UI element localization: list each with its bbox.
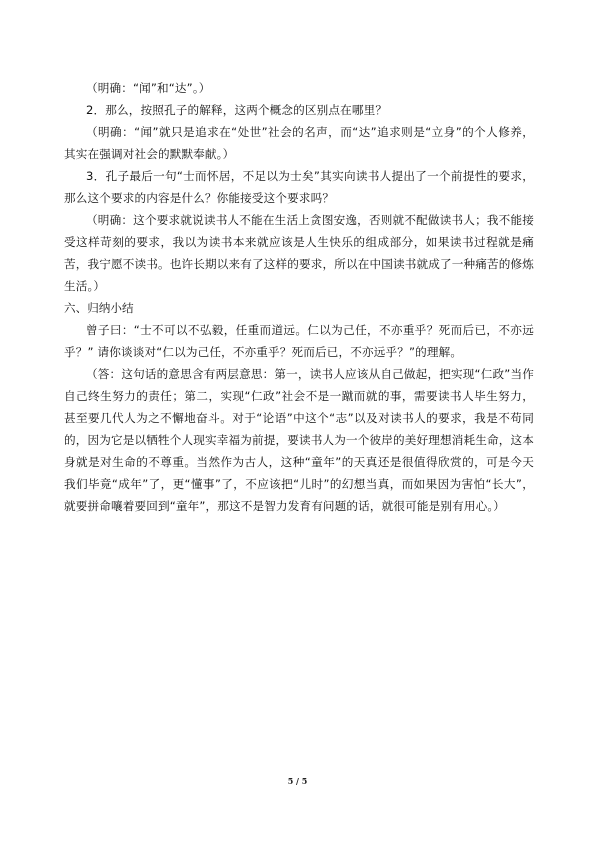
paragraph-answer-3: （明确：这个要求就说读书人不能在生活上贪图安逸，否则就不配做读书人；我不能接受这样苛刻的要求，我以为读书本来就应该是人生快乐的组成部分，如果读书过程就是痛苦，我宁愿不读书。也许长期以来有了这样的要求，所以在中国读书就成了一种痛苦的修炼生活。） (64, 213, 534, 293)
paragraph-clarify-wen-da: （明确：“闻”和“达”。） (86, 81, 211, 95)
paragraph-question-2: 2．那么，按照孔子的解释，这两个概念的区别点在哪里？ (86, 103, 388, 117)
paragraph-answer-2: （明确：“闻”就只是追求在“处世”社会的名声，而“达”追求则是“立身”的个人修养，其实在强调对社会的默默奉献。） (64, 125, 534, 161)
paragraph-zengzi-quote: 曾子曰：“士不可以不弘毅，任重而道远。仁以为己任，不亦重乎？死而后已，不亦远乎？” 请你谈谈对“仁以为己任，不亦重乎？死而后已，不亦远乎？”的理解。 (64, 323, 534, 359)
paragraph-final-answer: （答：这句话的意思含有两层意思：第一，读书人应该从自己做起，把实现“仁政”当作自己终生努力的责任；第二，实现“仁政”社会不是一蹴而就的事，需要读书人毕生努力，甚至要几代人为之不懈地奋斗。对于“论语”中这个“志”以及对读书人的要求，我是不苟同的，因为它是以牺牲个人现实幸福为前提，要读书人为一个彼岸的美好理想消耗生命，这本身就是对生命的不尊重。当然作为古人，这种“童年”的天真还是很值得欣赏的，可是今天我们毕竟“成年”了，更“懂事”了，不应该把“儿时”的幻想当真，而如果因为害怕“长大”，就要拼命嚷着要回到“童年”，那这不是智力发育有问题的话，就很可能是别有用心。） (64, 367, 534, 513)
page-number: 5 / 5 (287, 776, 308, 786)
paragraph-question-3: 3．孔子最后一句“士而怀居，不足以为士矣”其实向读书人提出了一个前提性的要求，那么这个要求的内容是什么？你能接受这个要求吗？ (64, 169, 534, 205)
document-body (64, 77, 534, 517)
section-heading-summary: 六、归纳小结 (64, 301, 134, 315)
